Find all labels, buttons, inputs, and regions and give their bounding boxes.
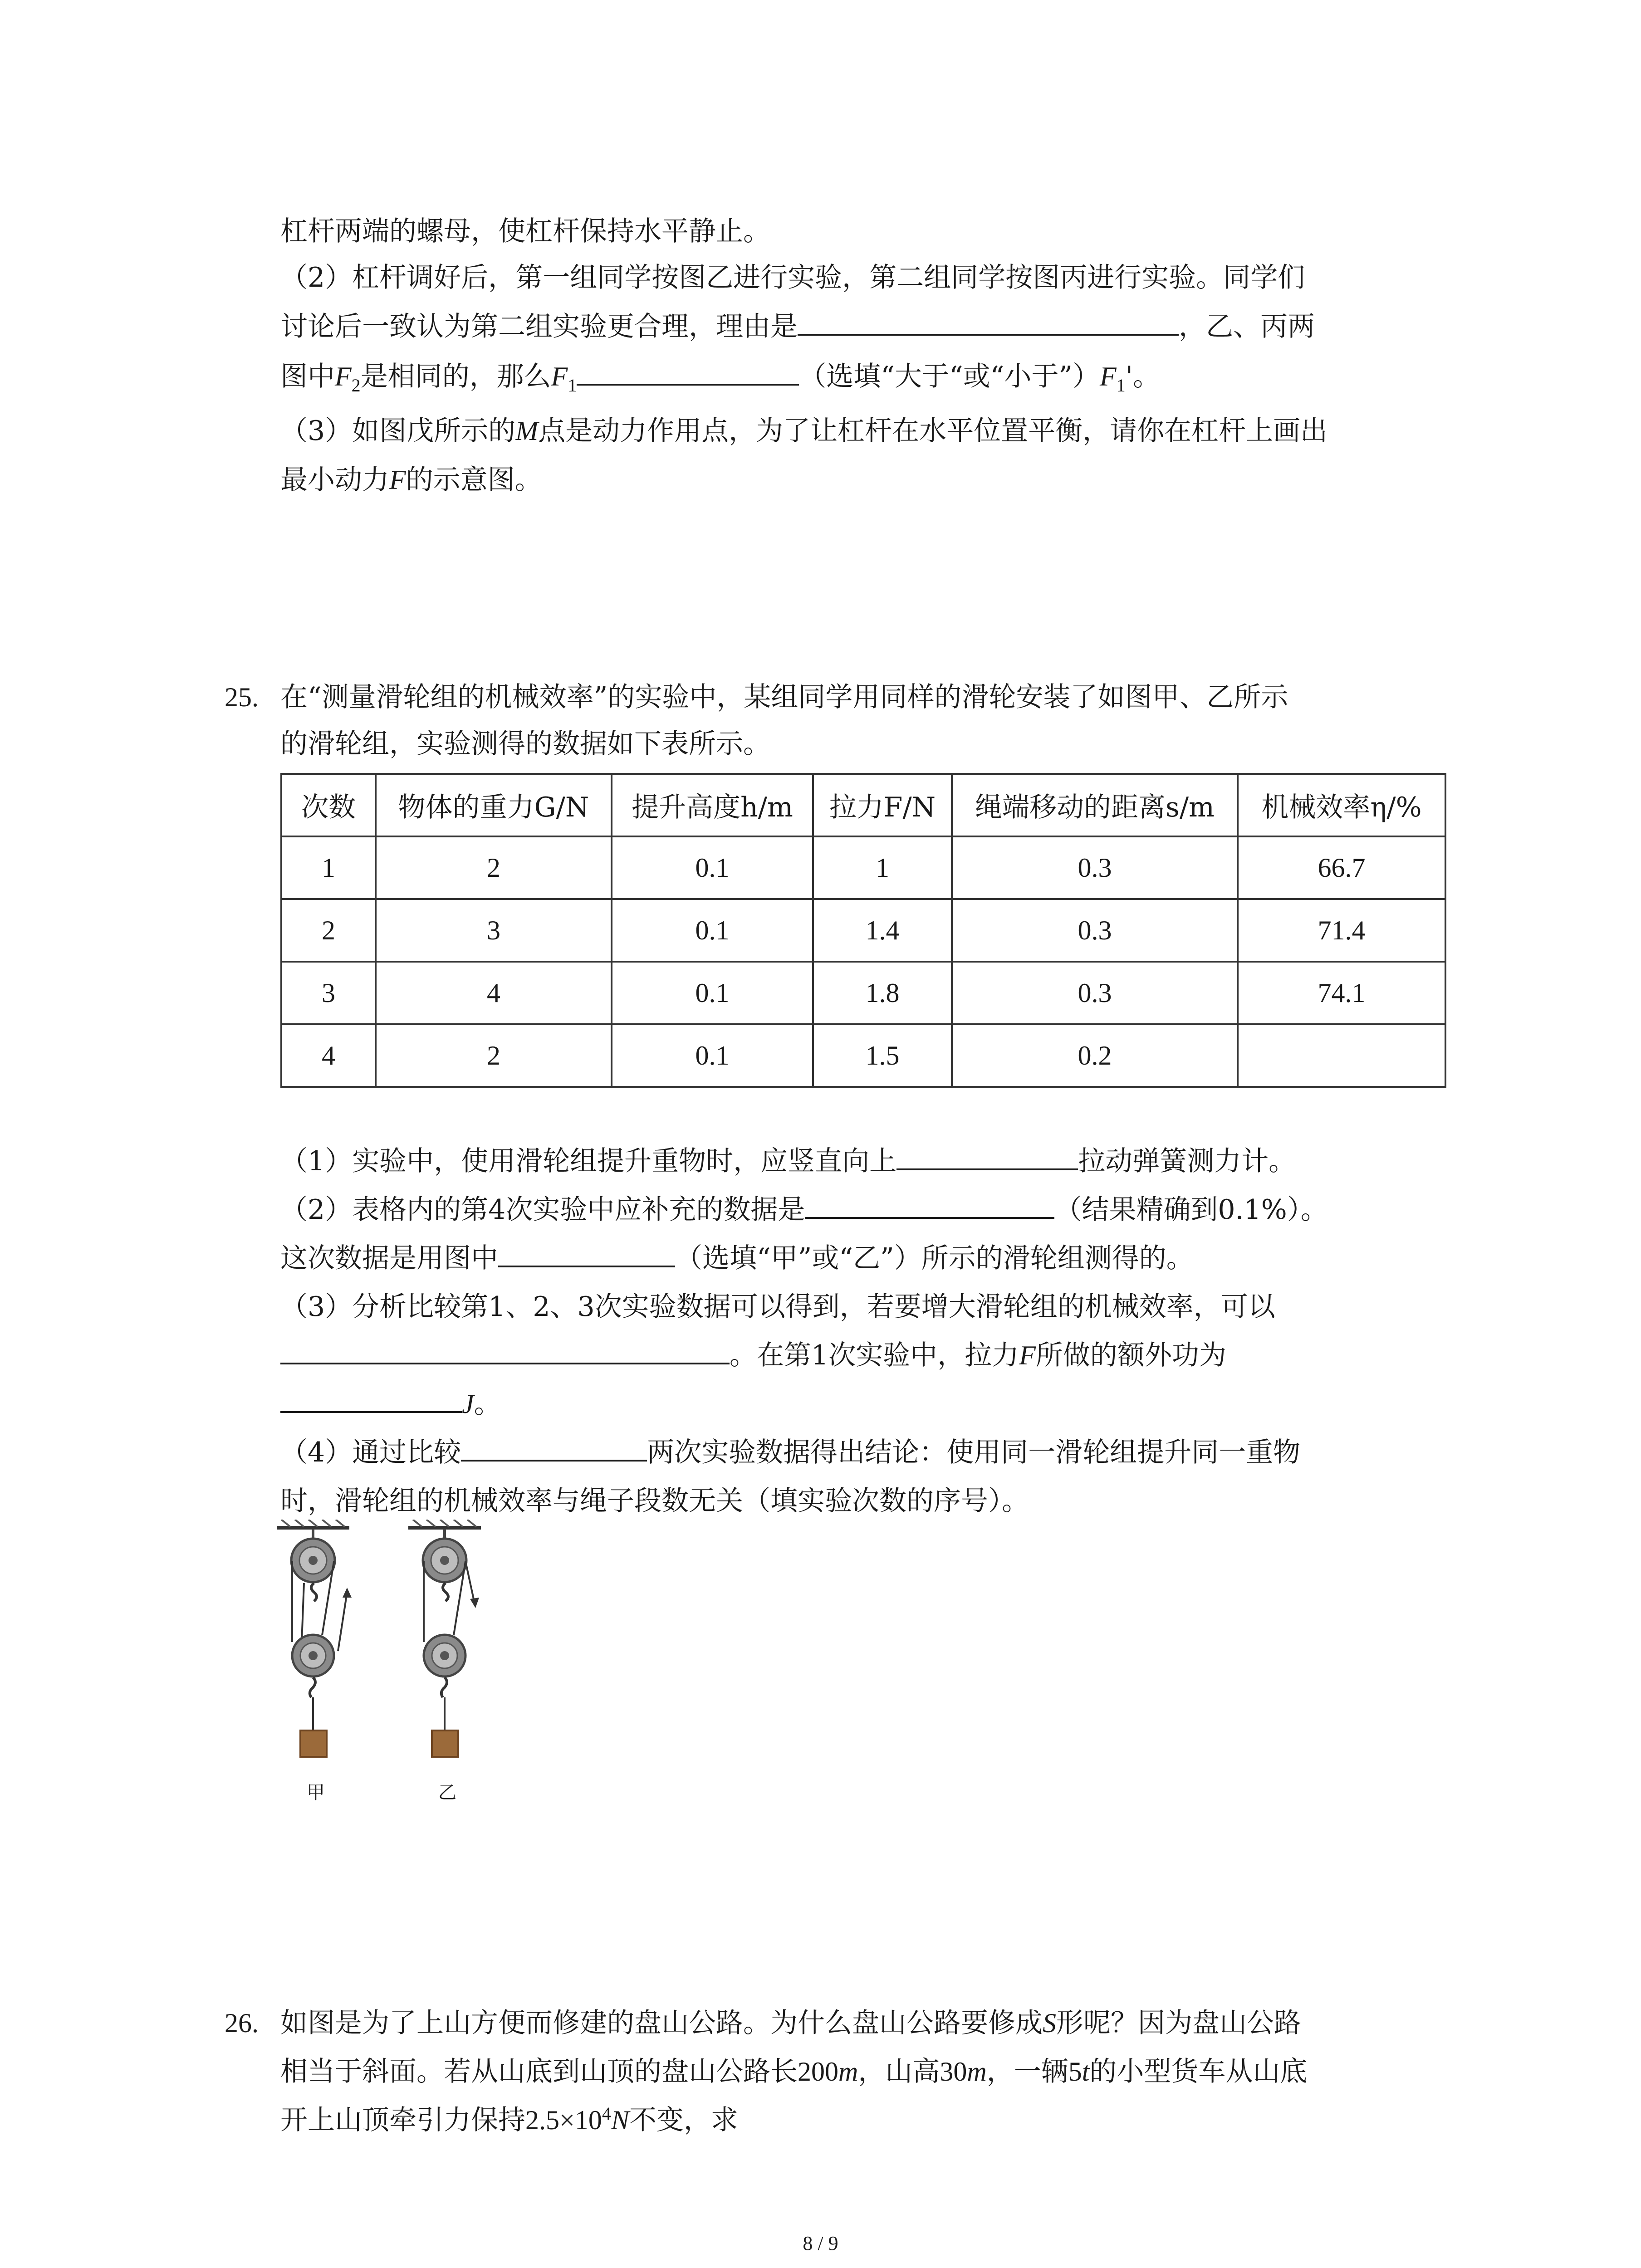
table-cell: 71.4 [1238,899,1445,962]
table-cell: 0.1 [612,962,813,1024]
q25-sub-2b: 这次数据是用图中 （选填“甲”或“乙”）所示的滑轮组测得的。 [280,1240,1194,1276]
table-cell: 4 [281,1024,376,1087]
table-cell: 2 [376,1024,612,1087]
table-cell: 1 [281,836,376,899]
col-header: 提升高度h/m [612,774,813,836]
table-cell: 1 [813,836,952,899]
col-header: 机械效率η/% [1238,774,1445,836]
table-cell: 66.7 [1238,836,1445,899]
table-cell: 0.1 [612,836,813,899]
pulley-figure [272,1520,526,1792]
q25-sub-3c: J。 [280,1386,501,1422]
q25-sub-4: （4）通过比较 两次实验数据得出结论：使用同一滑轮组提升同一重物 [280,1434,1300,1471]
pulley-system-jia [277,1520,352,1757]
q24-line-6: 最小动力F的示意图。 [280,464,542,496]
table-cell-empty[interactable] [1238,1024,1445,1087]
table-row [281,1024,1445,1087]
q25-blank-method[interactable] [280,1337,730,1364]
table-cell: 74.1 [1238,962,1445,1024]
table-cell: 3 [281,962,376,1024]
q25-sub-4b: 时，滑轮组的机械效率与绳子段数无关（填实验次数的序号）。 [280,1485,1029,1517]
figure-caption-jia: 甲 [307,1783,325,1803]
pulley-system-yi [408,1520,481,1757]
table-cell: 0.3 [952,899,1238,962]
table-row [281,962,1445,1024]
q25-blank-compare[interactable] [461,1434,647,1461]
q24-line-2: （2）杠杆调好后，第一组同学按图乙进行实验，第二组同学按图丙进行实验。同学们 [280,262,1305,293]
col-header: 物体的重力G/N [376,774,612,836]
q26-line-2: 相当于斜面。若从山底到山顶的盘山公路长200m，山高30m，一辆5t的小型货车从山底 [280,2056,1308,2087]
q26-line-1: 如图是为了上山方便而修建的盘山公路。为什么盘山公路要修成S形呢？因为盘山公路 [280,2007,1301,2039]
q24-blank-compare[interactable] [577,358,799,386]
table-cell: 2 [281,899,376,962]
col-header: 次数 [281,774,376,836]
data-table [280,773,1446,1088]
q25-number: 25. [225,682,259,712]
q25-sub-3b: 。在第1次实验中，拉力F所做的额外功为 [280,1337,1226,1374]
q25-blank-motion[interactable] [896,1143,1078,1170]
figure-caption-yi: 乙 [438,1783,456,1803]
q25-blank-figure[interactable] [498,1240,675,1267]
col-header: 绳端移动的距离s/m [952,774,1238,836]
table-row [281,836,1445,899]
table-cell: 0.1 [612,899,813,962]
page-number: 8 / 9 [803,2232,838,2254]
col-header: 拉力F/N [813,774,952,836]
q24-line-5: （3）如图戊所示的M点是动力作用点，为了让杠杆在水平位置平衡，请你在杠杆上画出 [280,415,1328,447]
q24-line-3: 讨论后一致认为第二组实验更合理，理由是 ，乙、丙两 [280,308,1315,345]
table-cell: 2 [376,836,612,899]
q25-line-1: 在“测量滑轮组的机械效率”的实验中，某组同学用同样的滑轮安装了如图甲、乙所示 [280,681,1288,713]
table-cell: 1.8 [813,962,952,1024]
q25-blank-work[interactable] [280,1386,462,1413]
q24-line-4: 图中$F_2$是相同的，那么$F_1$ （选填“大于“或“小于$”)F_1'$。 [280,358,1160,395]
q26-number: 26. [225,2008,259,2038]
table-cell: 4 [376,962,612,1024]
q25-sub-1: （1）实验中，使用滑轮组提升重物时，应竖直向上 拉动弹簧测力计。 [280,1143,1296,1179]
table-cell: 0.3 [952,962,1238,1024]
table-header-row [281,774,1445,836]
table-cell: 0.1 [612,1024,813,1087]
q25-sub-3: （3）分析比较第1、2、3次实验数据可以得到，若要增大滑轮组的机械效率，可以 [280,1291,1275,1323]
table-cell: 1.5 [813,1024,952,1087]
q25-line-2: 的滑轮组，实验测得的数据如下表所示。 [280,728,770,760]
table-cell: 0.2 [952,1024,1238,1087]
q25-blank-efficiency[interactable] [805,1192,1054,1219]
q25-sub-2: （2）表格内的第4次实验中应补充的数据是 （结果精确到0.1%）。 [280,1192,1328,1228]
q24-line-1: 杠杆两端的螺母，使杠杆保持水平静止。 [280,215,770,247]
q26-line-3: 开上山顶牵引力保持$2.5\times 10^4N$不变，求 [280,2103,738,2136]
table-cell: 0.3 [952,836,1238,899]
table-row [281,899,1445,962]
q24-blank-reason[interactable] [798,308,1179,336]
table-cell: 1.4 [813,899,952,962]
table-cell: 3 [376,899,612,962]
